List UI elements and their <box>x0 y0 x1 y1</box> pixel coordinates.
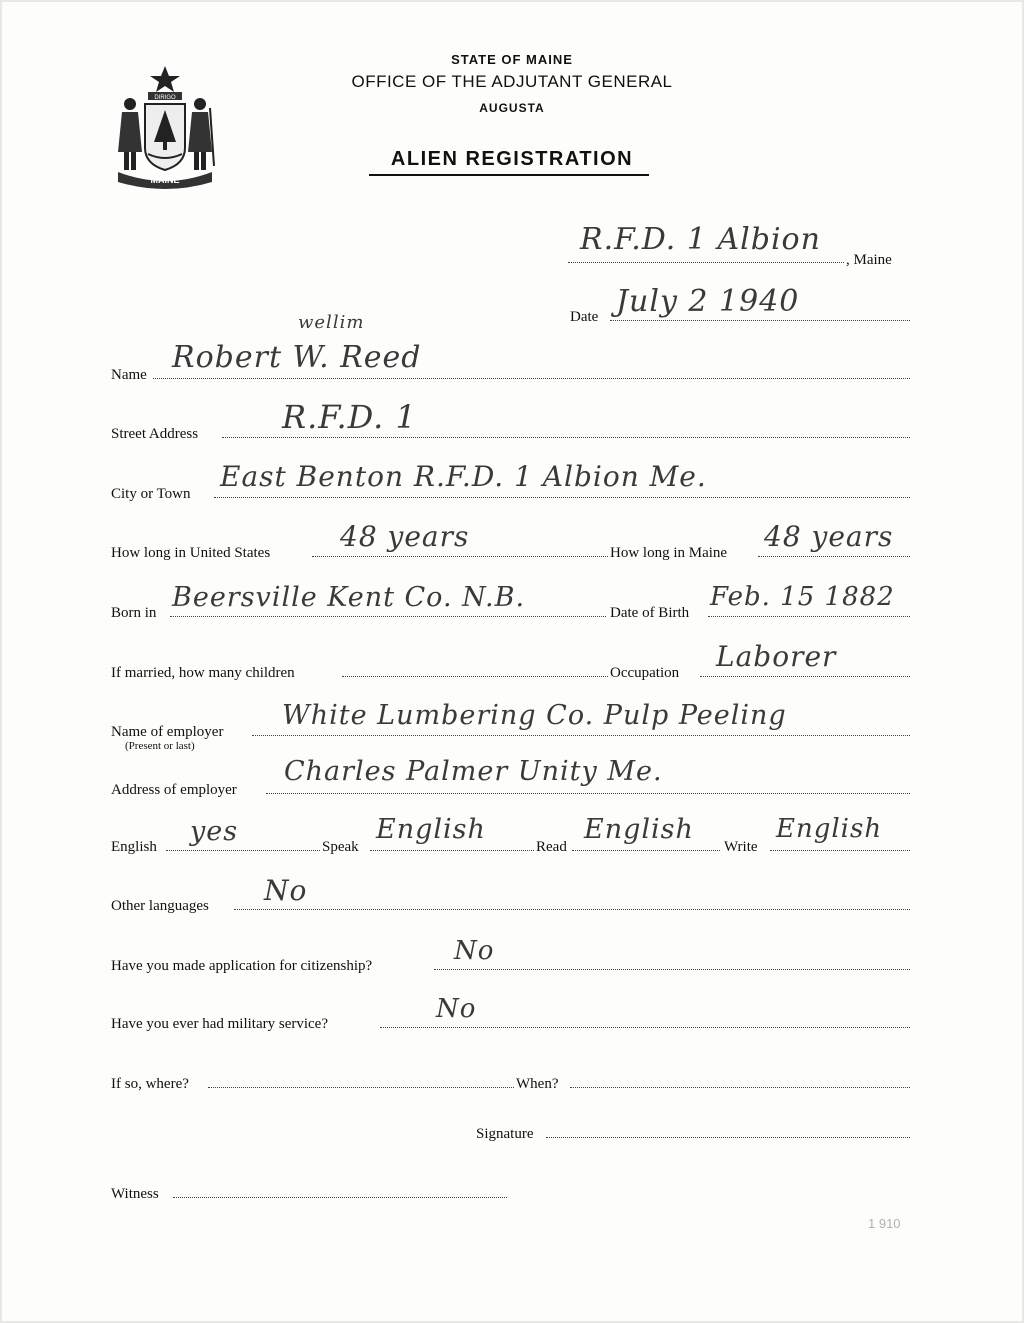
date-of-birth-line <box>708 616 910 617</box>
english-value[interactable]: yes <box>190 816 239 847</box>
street-address-value[interactable]: R.F.D. 1 <box>282 398 417 436</box>
write-label: Write <box>724 839 758 855</box>
if-so-where-line <box>208 1087 514 1088</box>
citizenship-label: Have you made application for citizenship? <box>111 958 373 974</box>
occupation-line <box>700 676 910 677</box>
read-label: Read <box>536 839 567 855</box>
read-value[interactable]: English <box>584 814 694 845</box>
signature-label: Signature <box>476 1126 534 1142</box>
write-line <box>770 850 910 851</box>
state-heading: STATE OF MAINE <box>451 52 573 67</box>
date-value[interactable]: July 2 1940 <box>616 284 800 319</box>
place-line <box>568 262 844 263</box>
english-line <box>166 850 320 851</box>
date-line <box>610 320 910 321</box>
name-label: Name <box>111 367 147 383</box>
occupation-value[interactable]: Laborer <box>716 640 837 673</box>
when-line <box>570 1087 910 1088</box>
other-languages-value[interactable]: No <box>264 874 308 907</box>
children-line <box>342 676 608 677</box>
other-languages-label: Other languages <box>111 898 209 914</box>
city-or-town-value[interactable]: East Benton R.F.D. 1 Albion Me. <box>220 460 707 493</box>
citizenship-value[interactable]: No <box>454 936 495 966</box>
title-underline <box>369 174 649 176</box>
employer-name-label: Name of employer <box>111 724 224 740</box>
other-languages-line <box>234 909 910 910</box>
witness-label: Witness <box>111 1186 159 1202</box>
born-in-line <box>170 616 606 617</box>
write-value[interactable]: English <box>776 814 883 844</box>
how-long-maine-value[interactable]: 48 years <box>764 520 894 553</box>
name-annotation: wellim <box>298 312 365 333</box>
name-value[interactable]: Robert W. Reed <box>172 340 422 375</box>
occupation-label: Occupation <box>610 665 680 681</box>
when-label: When? <box>516 1076 559 1092</box>
how-long-us-line <box>312 556 608 557</box>
how-long-maine-label: How long in Maine <box>610 545 728 561</box>
svg-text:MAINE: MAINE <box>150 175 180 185</box>
street-address-label: Street Address <box>111 426 199 442</box>
form-title: ALIEN REGISTRATION <box>390 148 634 170</box>
city-or-town-line <box>214 497 910 498</box>
employer-name-value[interactable]: White Lumbering Co. Pulp Peeling <box>282 700 787 731</box>
how-long-maine-line <box>758 556 910 557</box>
employer-address-line <box>266 793 910 794</box>
place-value[interactable]: R.F.D. 1 Albion <box>580 222 821 257</box>
how-long-us-value[interactable]: 48 years <box>340 520 470 553</box>
military-line <box>380 1027 910 1028</box>
read-line <box>572 850 720 851</box>
date-of-birth-label: Date of Birth <box>610 605 690 621</box>
speak-value[interactable]: English <box>376 814 486 845</box>
born-in-label: Born in <box>111 605 157 621</box>
archive-stamp: 1 910 <box>868 1216 901 1231</box>
date-label: Date <box>570 309 599 325</box>
place-label: , Maine <box>846 252 892 268</box>
if-so-where-label: If so, where? <box>111 1076 189 1092</box>
military-value[interactable]: No <box>436 994 477 1024</box>
children-label: If married, how many children <box>111 665 295 681</box>
svg-text:DIRIGO: DIRIGO <box>154 95 176 101</box>
witness-line <box>173 1197 507 1198</box>
english-label: English <box>111 839 157 855</box>
signature-line <box>546 1137 910 1138</box>
street-address-line <box>222 437 910 438</box>
city-or-town-label: City or Town <box>111 486 191 502</box>
citizenship-line <box>434 969 910 970</box>
name-line <box>153 378 910 379</box>
city-heading: AUGUSTA <box>479 101 545 115</box>
born-in-value[interactable]: Beersville Kent Co. N.B. <box>172 582 526 613</box>
employer-address-value[interactable]: Charles Palmer Unity Me. <box>284 756 663 787</box>
employer-name-sublabel: (Present or last) <box>125 740 195 752</box>
speak-label: Speak <box>322 839 359 855</box>
how-long-us-label: How long in United States <box>111 545 271 561</box>
speak-line <box>370 850 534 851</box>
military-label: Have you ever had military service? <box>111 1016 328 1032</box>
employer-address-label: Address of employer <box>111 782 237 798</box>
date-of-birth-value[interactable]: Feb. 15 1882 <box>710 582 895 612</box>
employer-name-line <box>252 735 910 736</box>
office-heading: OFFICE OF THE ADJUTANT GENERAL <box>351 72 673 91</box>
